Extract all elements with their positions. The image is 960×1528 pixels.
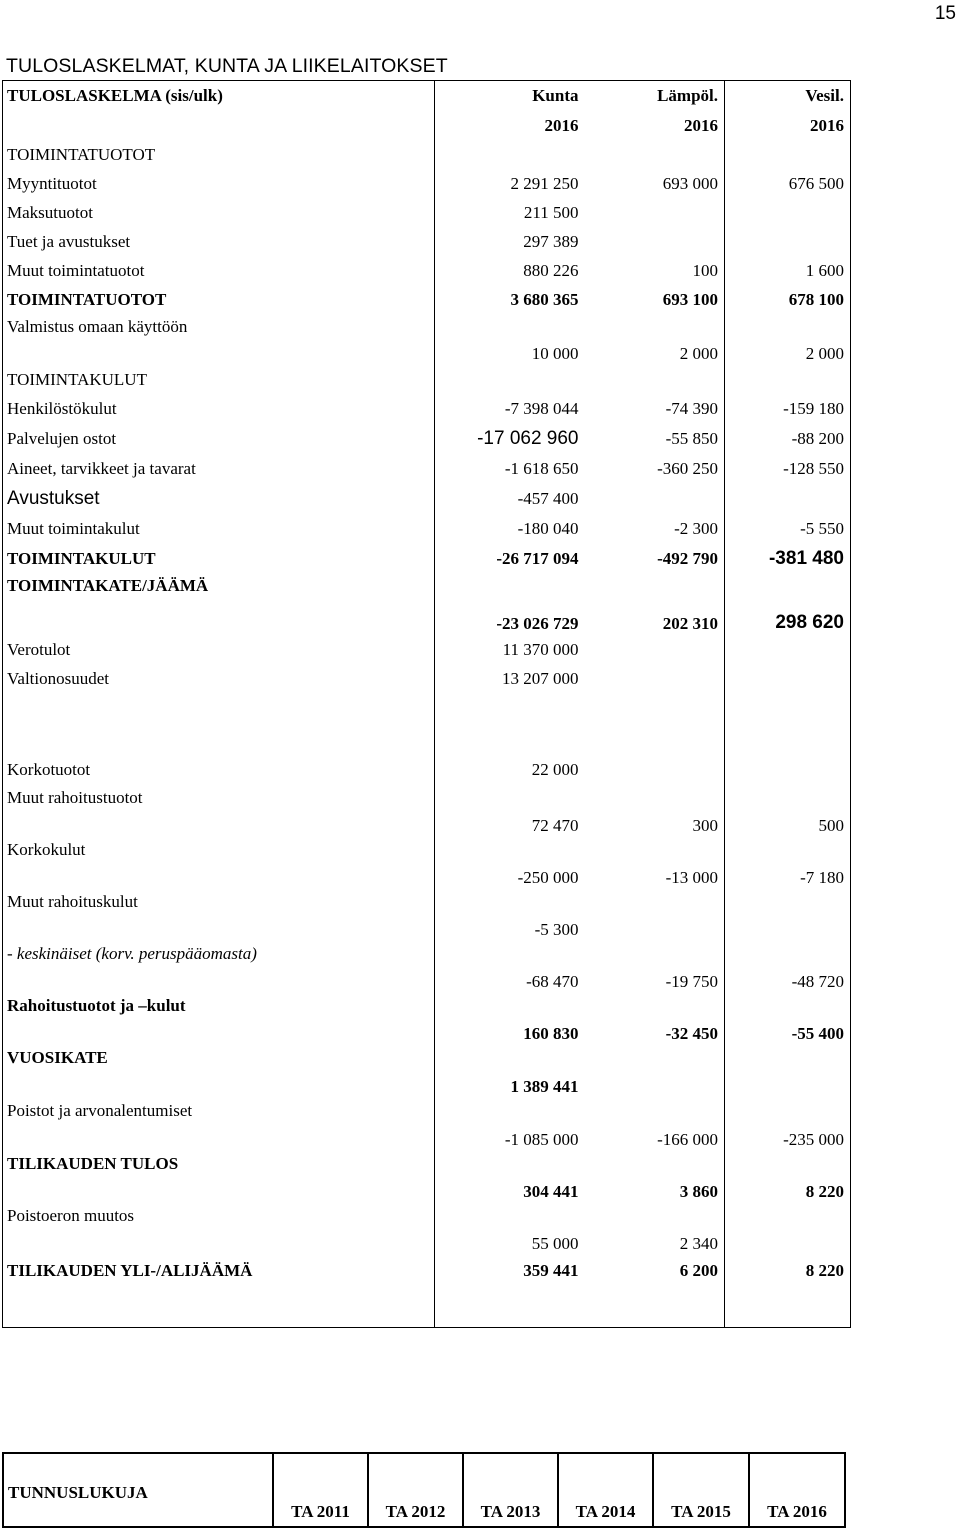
- table-row: [3, 786, 851, 838]
- row-value: [725, 665, 851, 694]
- row-value: [725, 890, 851, 942]
- row-value: -48 720: [725, 942, 851, 994]
- row-value: -88 200: [725, 424, 851, 454]
- row-value: 22 000: [531, 759, 579, 779]
- column-header: Kunta: [435, 81, 585, 111]
- row-value: 202 310: [662, 613, 718, 633]
- row-label: VUOSIKATE: [3, 1046, 435, 1099]
- row-value: [585, 366, 725, 395]
- row-value: [585, 665, 725, 694]
- row-label: [3, 1286, 435, 1328]
- kpi-year: TA 2012: [368, 1453, 463, 1527]
- row-value: 693 000: [662, 174, 718, 193]
- row-value: [725, 754, 851, 786]
- row-value: [435, 694, 585, 754]
- row-value: -5 300: [534, 919, 579, 939]
- row-value: -7 180: [725, 838, 851, 890]
- row-label: TOIMINTATUOTOT: [3, 141, 435, 170]
- row-value: [725, 484, 851, 514]
- row-label: Tuet ja avustukset: [3, 228, 435, 257]
- row-label: - keskinäiset (korv. peruspääomasta): [3, 942, 435, 994]
- row-value: [585, 636, 725, 665]
- table-row: [3, 286, 851, 315]
- table-row: [3, 544, 851, 574]
- kpi-year: TA 2013: [463, 1453, 558, 1527]
- column-year: 2016: [725, 111, 851, 141]
- table-row: [3, 257, 851, 286]
- row-value: -55 850: [665, 428, 718, 448]
- row-value: [725, 199, 851, 228]
- kpi-year: TA 2014: [558, 1453, 653, 1527]
- table-row: [3, 1099, 851, 1152]
- table-row: [3, 754, 851, 786]
- row-value: 6 200: [679, 1260, 718, 1280]
- row-value: 2 340: [679, 1233, 718, 1253]
- row-value: -381 480: [725, 544, 851, 574]
- column-year: 2016: [544, 115, 579, 135]
- row-value: 1 600: [725, 257, 851, 286]
- table-row: [3, 514, 851, 544]
- row-value: -360 250: [657, 458, 718, 478]
- row-value: -17 062 960: [477, 427, 579, 449]
- table-row: [3, 366, 851, 395]
- table-row: [3, 1286, 851, 1328]
- table-row: [3, 890, 851, 942]
- row-label: Muut rahoituskulut: [3, 890, 435, 942]
- row-label: Korkokulut: [3, 838, 435, 890]
- table-row: [3, 395, 851, 424]
- row-value: -5 550: [725, 514, 851, 544]
- row-value: 1 389 441: [510, 1076, 579, 1096]
- table-row: [3, 454, 851, 484]
- row-value: -166 000: [657, 1129, 718, 1149]
- row-label: Poistoeron muutos: [3, 1204, 435, 1256]
- row-value: 678 100: [725, 286, 851, 315]
- row-value: -2 300: [674, 518, 718, 538]
- row-value: 693 100: [662, 290, 718, 309]
- row-value: -55 400: [725, 994, 851, 1046]
- row-value: -68 470: [526, 971, 579, 991]
- row-label: TOIMINTAKATE/JÄÄMÄ: [3, 574, 435, 636]
- row-value: 304 441: [523, 1181, 579, 1201]
- row-label: Korkotuotot: [3, 754, 435, 786]
- row-value: [585, 228, 725, 257]
- row-value: -1 618 650: [504, 458, 579, 478]
- row-value: 3 680 365: [510, 290, 579, 309]
- row-value: -26 717 094: [496, 548, 579, 568]
- table-row: [3, 315, 851, 366]
- table-row: [3, 484, 851, 514]
- row-value: [725, 366, 851, 395]
- table-row: [3, 170, 851, 199]
- table-row: [3, 141, 851, 170]
- page-number: 15: [934, 3, 956, 24]
- table-header-spacer: [3, 111, 435, 141]
- row-label: Henkilöstökulut: [3, 395, 435, 424]
- row-value: 211 500: [523, 203, 579, 222]
- table-row: [3, 1256, 851, 1286]
- row-label: Aineet, tarvikkeet ja tavarat: [3, 454, 435, 484]
- row-label: Palvelujen ostot: [3, 424, 435, 454]
- row-value: 2 291 250: [510, 174, 579, 193]
- table-row: [3, 199, 851, 228]
- column-header: Vesil.: [725, 81, 851, 111]
- row-value: [585, 1046, 725, 1099]
- row-value: [435, 1286, 585, 1328]
- row-label: Muut toimintatuotot: [3, 257, 435, 286]
- row-label: TOIMINTATUOTOT: [3, 286, 435, 315]
- row-value: 300: [692, 815, 718, 835]
- row-value: -19 750: [665, 971, 718, 991]
- row-value: -159 180: [725, 395, 851, 424]
- row-label: Muut rahoitustuotot: [3, 786, 435, 838]
- row-value: -32 450: [665, 1023, 718, 1043]
- row-value: [585, 1286, 725, 1328]
- row-value: [585, 890, 725, 942]
- row-value: 72 470: [531, 815, 579, 835]
- table-row: [3, 942, 851, 994]
- table-header-label: TULOSLASKELMA (sis/ulk): [3, 81, 435, 111]
- column-year: 2016: [684, 115, 718, 135]
- table-row: [3, 574, 851, 636]
- row-value: -1 085 000: [504, 1129, 579, 1149]
- row-value: -492 790: [657, 548, 718, 568]
- kpi-year: TA 2011: [273, 1453, 368, 1527]
- row-value: -7 398 044: [504, 399, 579, 418]
- table-row: [3, 424, 851, 454]
- row-value: -13 000: [665, 867, 718, 887]
- row-label: Valmistus omaan käyttöön: [3, 315, 435, 366]
- row-value: [585, 694, 725, 754]
- row-value: -457 400: [517, 488, 579, 508]
- kpi-year: TA 2016: [749, 1453, 845, 1527]
- row-value: 298 620: [725, 574, 851, 636]
- row-label: Verotulot: [3, 636, 435, 665]
- row-value: 160 830: [523, 1023, 579, 1043]
- table-row: [3, 228, 851, 257]
- table-row: [3, 1152, 851, 1204]
- row-label: TILIKAUDEN TULOS: [3, 1152, 435, 1204]
- row-value: -180 040: [517, 518, 579, 538]
- kpi-year: TA 2015: [653, 1453, 749, 1527]
- row-label: [3, 694, 435, 754]
- row-value: 880 226: [523, 261, 579, 280]
- row-value: 13 207 000: [502, 669, 579, 688]
- table-header-year-row: [3, 111, 851, 141]
- row-value: 2 000: [725, 315, 851, 366]
- table-row: [3, 694, 851, 754]
- row-value: 11 370 000: [502, 640, 579, 659]
- row-value: [725, 694, 851, 754]
- row-value: 297 389: [523, 232, 579, 251]
- table-row: [3, 665, 851, 694]
- row-value: [725, 1204, 851, 1256]
- row-value: 676 500: [725, 170, 851, 199]
- row-value: 2 000: [679, 343, 718, 363]
- row-label: Myyntituotot: [3, 170, 435, 199]
- row-value: [435, 141, 585, 170]
- income-statement-table: [2, 80, 851, 1328]
- row-value: [585, 754, 725, 786]
- row-value: -74 390: [665, 399, 718, 418]
- row-value: -235 000: [725, 1099, 851, 1152]
- row-value: [725, 228, 851, 257]
- table-row: [3, 636, 851, 665]
- row-value: 500: [725, 786, 851, 838]
- row-value: 8 220: [725, 1152, 851, 1204]
- row-value: 55 000: [531, 1233, 579, 1253]
- row-value: [725, 141, 851, 170]
- table-header-row: [3, 81, 851, 111]
- row-label: TOIMINTAKULUT: [3, 366, 435, 395]
- row-value: -250 000: [517, 867, 579, 887]
- table-row: [3, 994, 851, 1046]
- row-label: Muut toimintakulut: [3, 514, 435, 544]
- kpi-table: [2, 1452, 846, 1528]
- row-label: Valtionosuudet: [3, 665, 435, 694]
- row-value: 100: [692, 261, 718, 280]
- row-value: [585, 484, 725, 514]
- row-value: 359 441: [523, 1260, 579, 1280]
- row-label: TOIMINTAKULUT: [3, 544, 435, 574]
- row-value: 8 220: [725, 1256, 851, 1286]
- row-value: [725, 1286, 851, 1328]
- row-label: Rahoitustuotot ja –kulut: [3, 994, 435, 1046]
- row-value: 10 000: [531, 343, 579, 363]
- row-value: -23 026 729: [496, 613, 579, 633]
- table-row: [3, 838, 851, 890]
- row-value: [725, 1046, 851, 1099]
- row-value: -128 550: [725, 454, 851, 484]
- row-label: Poistot ja arvonalentumiset: [3, 1099, 435, 1152]
- row-value: [585, 199, 725, 228]
- row-label: TILIKAUDEN YLI-/ALIJÄÄMÄ: [3, 1256, 435, 1286]
- table-row: [3, 1046, 851, 1099]
- row-value: [435, 366, 585, 395]
- row-value: [725, 636, 851, 665]
- table-row: [3, 1204, 851, 1256]
- row-label: Avustukset: [3, 484, 435, 514]
- kpi-label: TUNNUSLUKUJA: [3, 1453, 273, 1527]
- document-title: TULOSLASKELMAT, KUNTA JA LIIKELAITOKSET: [6, 55, 448, 77]
- row-value: [585, 141, 725, 170]
- row-label: Maksutuotot: [3, 199, 435, 228]
- row-value: 3 860: [679, 1181, 718, 1201]
- column-header: Lämpöl.: [585, 81, 725, 111]
